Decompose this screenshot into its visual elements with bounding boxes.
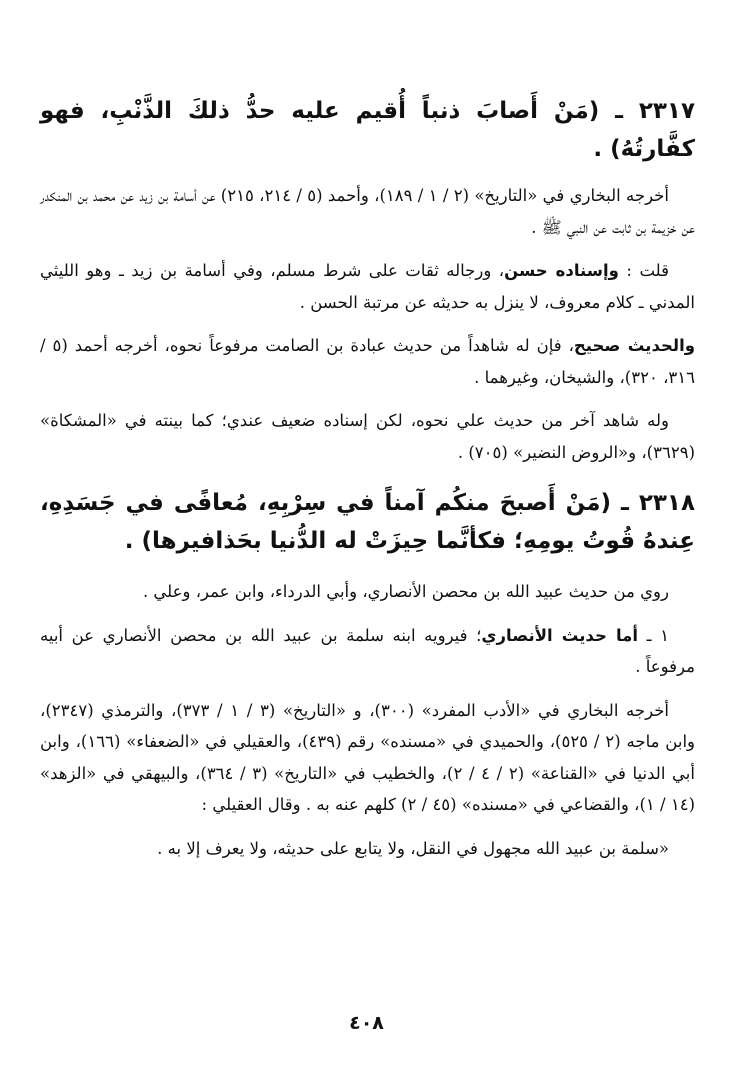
- first-prefix: ١ ـ: [638, 625, 670, 645]
- shahid-paragraph: وله شاهد آخر من حديث علي نحوه، لكن إسناده ضعيف عندي؛ كما بينته في «المشكاة» (٣٦٢٩)، و«الروض النضير» (٧٠٥) .: [40, 411, 695, 462]
- first-bold-phrase: أما حديث الأنصاري: [481, 625, 639, 645]
- spacer: [40, 318, 695, 330]
- page-body: [40, 92, 695, 864]
- hadith-2318-heading: ٢٣١٨ ـ (مَنْ أَصبحَ منكُم آمناً في سِرْبِهِ، مُعافًى في جَسَدِهِ، عِندهُ قُوتُ يومِهِ؛ فكأنَّما حِيزَتْ له الدُّنيا بحَذافيرها) .: [40, 490, 695, 554]
- qultu-rest: ، ورجاله ثقات على شرط مسلم، وفي أسامة بن زيد ـ وهو الليثي المدني ـ كلام معروف، لا ينزل به حديثه عن مرتبة الحسن .: [40, 261, 695, 312]
- qultu-prefix: قلت :: [618, 261, 669, 280]
- spacer: [40, 608, 695, 620]
- hadith-2317-heading: ٢٣١٧ ـ (مَنْ أَصابَ ذنباً أُقيم عليه حدُّ ذلكَ الذَّنْبِ، فهو كفَّارتُهُ) .: [40, 98, 695, 162]
- spacer: [40, 821, 695, 833]
- spacer: [40, 468, 695, 484]
- first-rest: ؛ فيرويه ابنه سلمة بن عبيد الله بن محصن الأنصاري عن أبيه مرفوعاً .: [40, 625, 695, 676]
- qultu-paragraph: [40, 255, 695, 318]
- spacer: [40, 560, 695, 576]
- first-hadith-paragraph: [40, 620, 695, 683]
- qultu-bold-phrase: وإسناده حسن: [504, 261, 619, 280]
- spacer: [40, 683, 695, 695]
- spacer: [40, 393, 695, 405]
- page-number: ٤٠٨: [349, 1012, 384, 1034]
- takhrij-2318-paragraph: أخرجه البخاري في «الأدب المفرد» (٣٠٠)، و «التاريخ» (٣ / ١ / ٣٧٣)، والترمذي (٢٣٤٧)، وابن ماجه (٢ / ٥٢٥)، والحميدي في «مسنده» رقم (٤٣٩)، والعقيلي في «الضعفاء» (١٦٦)، وابن أبي الدنيا في «القناعة» (٢ / ٤ / ٢)، والخطيب في «التاريخ» (٣ / ٣٦٤)، والبيهقي في «الزهد» (١٤ / ١)، والقضاعي في «مسنده» (٤٥ / ٢) كلهم عنه به . وقال العقيلي :: [40, 700, 695, 814]
- spacer: [40, 243, 695, 255]
- takhrij-2317-paragraph: أخرجه البخاري في «التاريخ» (٢ / ١ / ١٨٩)، وأحمد (٥ / ٢١٤، ٢١٥) عن أسامة بن زيد عن محمد بن المنكدر عن خزيمة بن ثابت عن النبي ﷺ .: [40, 186, 695, 237]
- sahih-paragraph: [40, 330, 695, 393]
- ruwiya-paragraph: روي من حديث عبيد الله بن محصن الأنصاري، وأبي الدرداء، وابن عمر، وعلي .: [142, 582, 669, 601]
- sahih-rest: ، فإن له شاهداً من حديث عبادة بن الصامت مرفوعاً نحوه، أخرجه أحمد (٥ / ٣١٦، ٣٢٠)، والشيخان، وغيرهما .: [40, 336, 695, 387]
- uqayli-quote-paragraph: «سلمة بن عبيد الله مجهول في النقل، ولا يتابع على حديثه، ولا يعرف إلا به .: [157, 838, 669, 858]
- spacer: [40, 168, 695, 180]
- sahih-bold-phrase: والحديث صحيح: [573, 336, 695, 355]
